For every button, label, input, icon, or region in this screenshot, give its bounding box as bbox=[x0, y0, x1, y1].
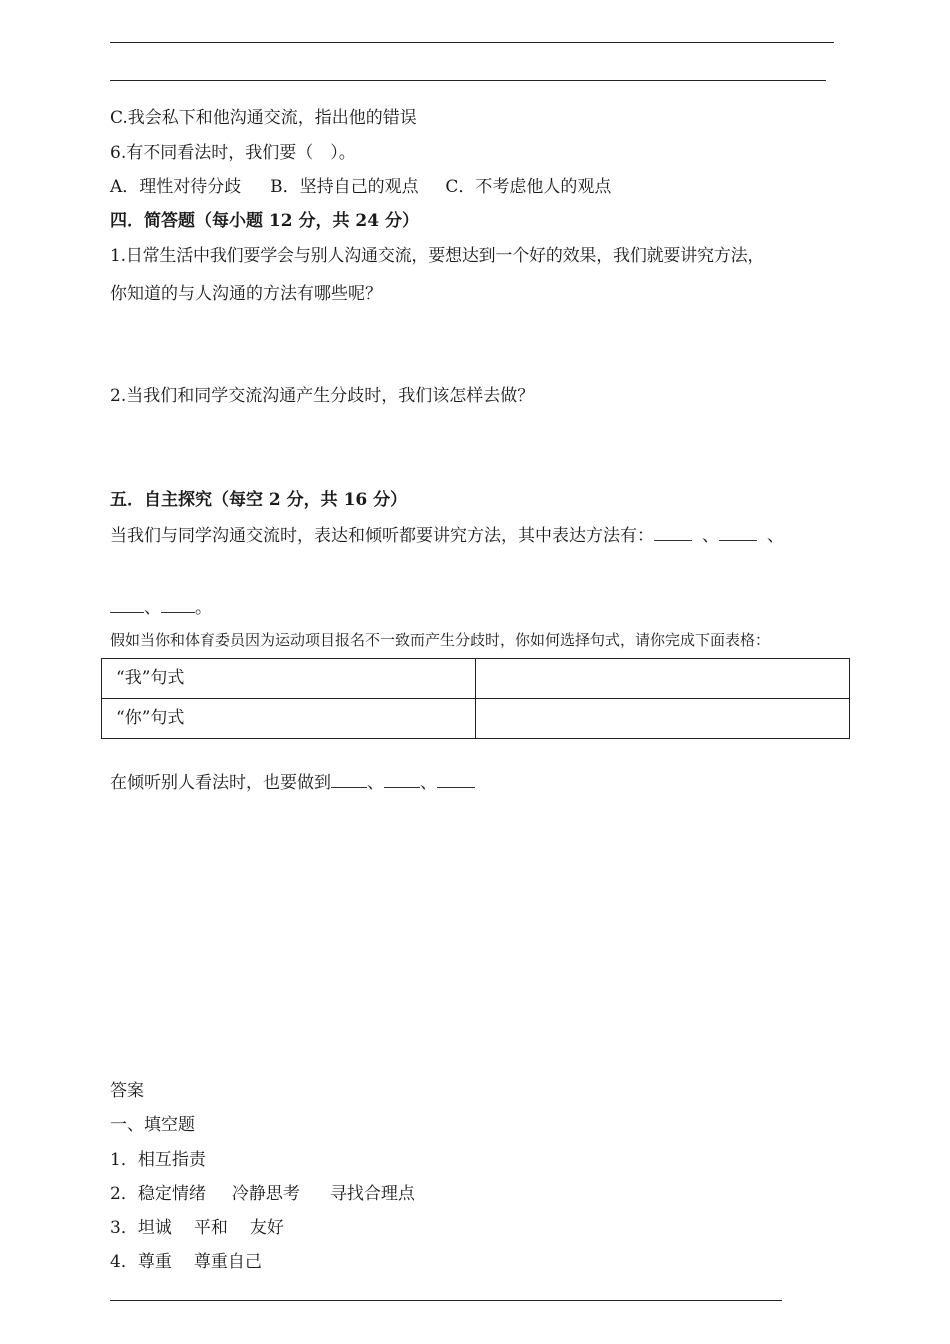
blank-5[interactable] bbox=[331, 771, 367, 788]
answer-part: 冷静思考 bbox=[231, 1184, 300, 1204]
answer-item-3 bbox=[110, 1217, 284, 1239]
answer-part: 相互指责 bbox=[137, 1150, 206, 1170]
q6-option-a: A．理性对待分歧 bbox=[110, 177, 242, 197]
table-row bbox=[102, 659, 850, 699]
q6-option-b: B．坚持自己的观点 bbox=[270, 177, 419, 197]
q6-options bbox=[110, 176, 611, 198]
section4-q1-line2: 你知道的与人沟通的方法有哪些呢？ bbox=[110, 284, 382, 304]
q6-option-c: C．不考虑他人的观点 bbox=[445, 177, 612, 197]
answer-part: 尊重 bbox=[137, 1252, 172, 1272]
q5-option-c: C.我会私下和他沟通交流，指出他的错误 bbox=[110, 108, 417, 128]
answers-part1-title: 一、填空题 bbox=[110, 1115, 195, 1135]
answer-item-1 bbox=[110, 1149, 206, 1171]
answer-num: 1． bbox=[110, 1150, 138, 1170]
section5-title: 五．自主探究（每空 2 分，共 16 分） bbox=[110, 490, 408, 510]
answer-num: 3． bbox=[110, 1218, 138, 1238]
answer-num: 4． bbox=[110, 1252, 138, 1272]
section4-title: 四．简答题（每小题 12 分，共 24 分） bbox=[110, 211, 419, 231]
separator: 、 bbox=[767, 526, 784, 546]
answer-item-4 bbox=[110, 1251, 262, 1273]
header-rule-2 bbox=[110, 80, 826, 81]
separator: 、 bbox=[367, 773, 384, 793]
blank-2[interactable] bbox=[719, 524, 757, 541]
blank-3[interactable] bbox=[110, 596, 144, 613]
table-row bbox=[102, 699, 850, 739]
answer-part: 尊重自己 bbox=[193, 1252, 262, 1272]
row-answer-cell[interactable] bbox=[476, 659, 850, 699]
footer-rule bbox=[110, 1300, 782, 1301]
answer-num: 2． bbox=[110, 1184, 138, 1204]
separator: 、 bbox=[420, 773, 437, 793]
expression-prompt: 当我们与同学沟通交流时，表达和倾听都要讲究方法，其中表达方法有： bbox=[110, 526, 654, 546]
section5-listen-line bbox=[110, 771, 475, 794]
section5-scenario: 假如当你和体育委员因为运动项目报名不一致而产生分歧时，你如何选择句式，请你完成下面表格： bbox=[110, 631, 771, 649]
header-rule-1 bbox=[110, 42, 834, 43]
end-mark: 。 bbox=[195, 598, 212, 618]
blank-1[interactable] bbox=[654, 524, 692, 541]
separator: 、 bbox=[144, 598, 161, 618]
section5-expression-line bbox=[110, 524, 784, 547]
blank-6[interactable] bbox=[384, 771, 420, 788]
row-label: “我”句式 bbox=[102, 659, 476, 699]
row-answer-cell[interactable] bbox=[476, 699, 850, 739]
section5-expression-line2 bbox=[110, 596, 212, 619]
answer-part: 坦诚 bbox=[137, 1218, 172, 1238]
separator: 、 bbox=[702, 526, 719, 546]
answer-part: 寻找合理点 bbox=[329, 1184, 415, 1204]
blank-4[interactable] bbox=[161, 596, 195, 613]
listen-prompt: 在倾听别人看法时，也要做到 bbox=[110, 773, 331, 793]
answers-heading: 答案 bbox=[110, 1081, 144, 1101]
answer-part: 友好 bbox=[249, 1218, 284, 1238]
q6-stem: 6.有不同看法时，我们要（ ）。 bbox=[110, 143, 356, 163]
section4-q2: 2.当我们和同学交流沟通产生分歧时，我们该怎样去做？ bbox=[110, 386, 535, 406]
blank-7[interactable] bbox=[437, 771, 475, 788]
sentence-pattern-table bbox=[101, 658, 850, 739]
row-label: “你”句式 bbox=[102, 699, 476, 739]
answer-item-2 bbox=[110, 1183, 415, 1205]
answer-part: 稳定情绪 bbox=[137, 1184, 206, 1204]
answer-part: 平和 bbox=[193, 1218, 228, 1238]
section4-q1-line1: 1.日常生活中我们要学会与别人沟通交流，要想达到一个好的效果，我们就要讲究方法， bbox=[110, 246, 765, 266]
